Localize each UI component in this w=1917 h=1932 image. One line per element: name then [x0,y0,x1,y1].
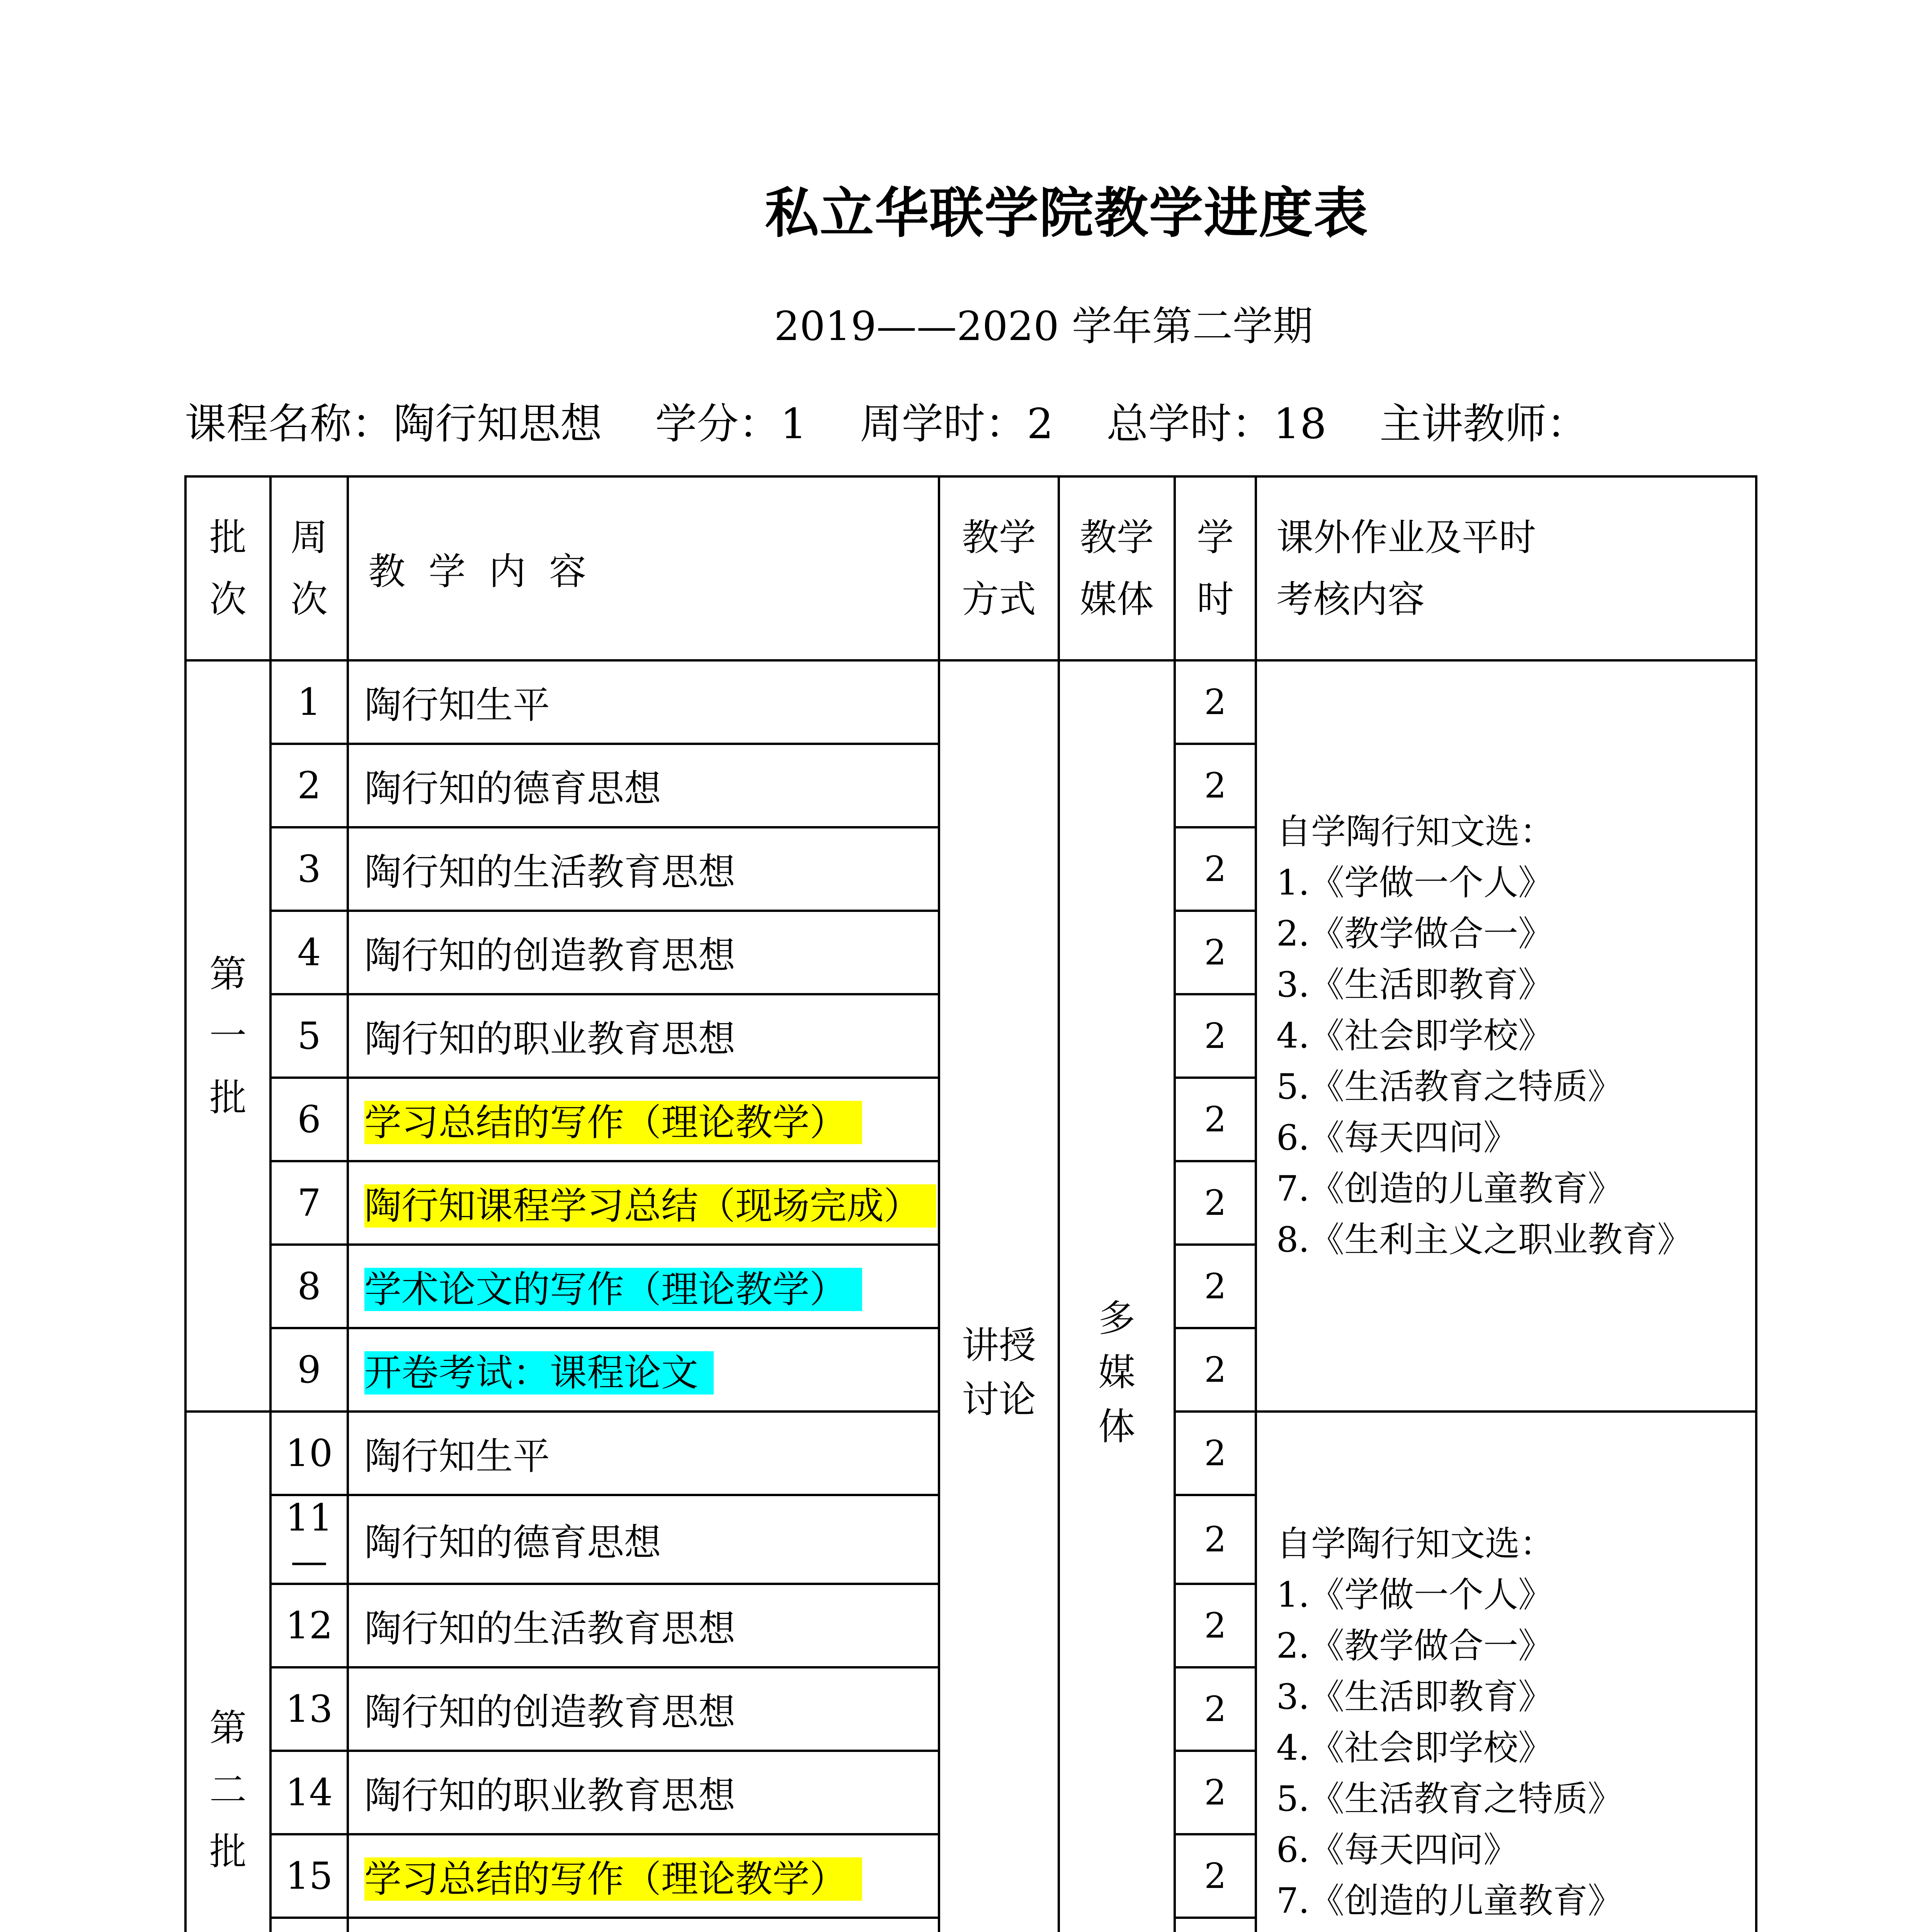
content-cell [348,1245,939,1328]
week-cell: 3 [270,827,348,911]
week-cell: 12 [270,1584,348,1667]
content-text: 学术论文的写作（理论教学） [364,1268,862,1311]
week-cell: 8 [270,1245,348,1328]
reading-item: 5.《生活教育之特质》 [1276,1779,1623,1819]
hours-cell: 2 [1175,1584,1256,1667]
reading-item: 7.《创造的儿童教育》 [1276,1168,1623,1209]
content-text: 陶行知的德育思想 [364,1520,661,1564]
reading-item: 4.《社会即学校》 [1276,1015,1553,1056]
reading-item: 2.《教学做合一》 [1276,1626,1553,1666]
content-text: 陶行知的职业教育思想 [364,1774,735,1817]
reading-item: 1.《学做一个人》 [1276,862,1553,903]
week-cell: 13 [270,1667,348,1751]
content-cell [348,660,939,744]
batch-label: 第一批 [209,952,247,1119]
header-week-label: 周次 [291,516,328,621]
course-info: 课程名称：陶行知思想 学分：1 周学时：2 总学时：18 主讲教师： [185,400,1589,448]
week-cell: 2 [270,744,348,827]
reading-item: 7.《创造的儿童教育》 [1276,1881,1623,1921]
content-text: 陶行知课程学习总结（现场完成） [364,1184,936,1228]
week-cell: 7 [270,1161,348,1245]
hours-cell: 2 [1175,660,1256,744]
reading-item: 8.《生利主义之职业教育》 [1276,1219,1692,1260]
week-cell: 15 [270,1834,348,1918]
content-cell [348,1834,939,1918]
header-content: 教学内容 [348,476,939,660]
semester-subtitle: 2019——2020 学年第二学期 [774,303,1313,350]
hours-cell [1175,1918,1256,1932]
content-text: 陶行知的生活教育思想 [364,1607,735,1650]
table-header-row [185,476,1756,660]
content-cell [348,1584,939,1667]
content-cell [348,744,939,827]
hours-cell: 2 [1175,1667,1256,1751]
hours-cell: 2 [1175,1161,1256,1245]
week-cell: 1 [270,660,348,744]
hours-cell: 2 [1175,1412,1256,1495]
content-cell [348,1161,939,1245]
reading-item: 1.《学做一个人》 [1276,1575,1553,1615]
header-media-label: 教学媒体 [1080,516,1154,621]
reading-item [1276,1927,1755,1932]
readings-title: 自学陶行知文选： [1276,811,1555,852]
batch-label: 第二批 [209,1706,247,1873]
method-text: 讲授讨论 [962,1324,1036,1421]
header-homework-label: 课外作业及平时考核内容 [1276,516,1536,621]
week-cell: 14 [270,1751,348,1834]
hours-cell: 2 [1175,1328,1256,1412]
week-cell [270,1918,348,1932]
header-hours-label: 学时 [1197,516,1234,621]
media-text: 多媒体 [1098,1297,1135,1448]
content-text: 陶行知的创造教育思想 [364,1690,735,1734]
content-text: 陶行知的生活教育思想 [364,850,735,894]
hours-cell: 2 [1175,1495,1256,1584]
content-cell [348,1667,939,1751]
reading-item: 4.《社会即学校》 [1276,1728,1553,1768]
content-text: 陶行知生平 [364,1434,550,1478]
content-text: 学习总结的写作（理论教学） [364,1101,862,1144]
header-method-label: 教学方式 [962,516,1036,621]
batch-cell [185,660,270,1412]
content-cell [348,1751,939,1834]
content-text: 陶行知的创造教育思想 [364,934,735,977]
readings-title: 自学陶行知文选： [1276,1524,1555,1564]
content-cell [348,1078,939,1161]
hours-cell: 2 [1175,1834,1256,1918]
method-cell [939,660,1059,1932]
content-text: 陶行知的德育思想 [364,767,661,810]
hours-cell: 2 [1175,744,1256,827]
reading-item: 2.《教学做合一》 [1276,913,1553,954]
hours-cell: 2 [1175,1078,1256,1161]
week-cell: 5 [270,994,348,1078]
content-text: 开卷考试：课程论文 [364,1351,714,1395]
hours-cell: 2 [1175,1245,1256,1328]
content-cell [348,1412,939,1495]
header-week [270,476,348,660]
week-cell: 9 [270,1328,348,1412]
media-cell [1059,660,1175,1932]
readings-cell [1256,1412,1756,1932]
page-title: 私立华联学院教学进度表 [765,182,1369,245]
content-cell [348,1918,939,1932]
week-cell: 6 [270,1078,348,1161]
readings-cell [1256,660,1756,1412]
header-homework [1256,476,1756,660]
content-text: 陶行知的职业教育思想 [364,1017,735,1061]
content-text: 陶行知生平 [364,683,550,727]
reading-item: 3.《生活即教育》 [1276,964,1553,1005]
content-cell [348,1495,939,1584]
content-cell [348,827,939,911]
batch-cell [185,1412,270,1932]
reading-item: 3.《生活即教育》 [1276,1677,1553,1717]
hours-cell: 2 [1175,994,1256,1078]
header-media [1059,476,1175,660]
table-body [185,660,1756,1932]
reading-item: 5.《生活教育之特质》 [1276,1066,1623,1107]
schedule-table-wrapper [184,475,1755,1932]
reading-item: 6.《每天四问》 [1276,1830,1518,1870]
week-cell: 10 [270,1412,348,1495]
schedule-table [184,475,1757,1932]
content-cell [348,994,939,1078]
week-cell: 4 [270,911,348,994]
hours-cell: 2 [1175,827,1256,911]
header-hours [1175,476,1256,660]
week-cell: 11— [270,1495,348,1584]
header-batch-label: 批次 [209,516,247,621]
content-cell [348,911,939,994]
content-text: 学习总结的写作（理论教学） [364,1857,862,1901]
header-batch [185,476,270,660]
content-cell [348,1328,939,1412]
hours-cell: 2 [1175,1751,1256,1834]
header-method [939,476,1059,660]
table-row [185,660,1756,744]
hours-cell: 2 [1175,911,1256,994]
reading-item: 6.《每天四问》 [1276,1117,1518,1158]
